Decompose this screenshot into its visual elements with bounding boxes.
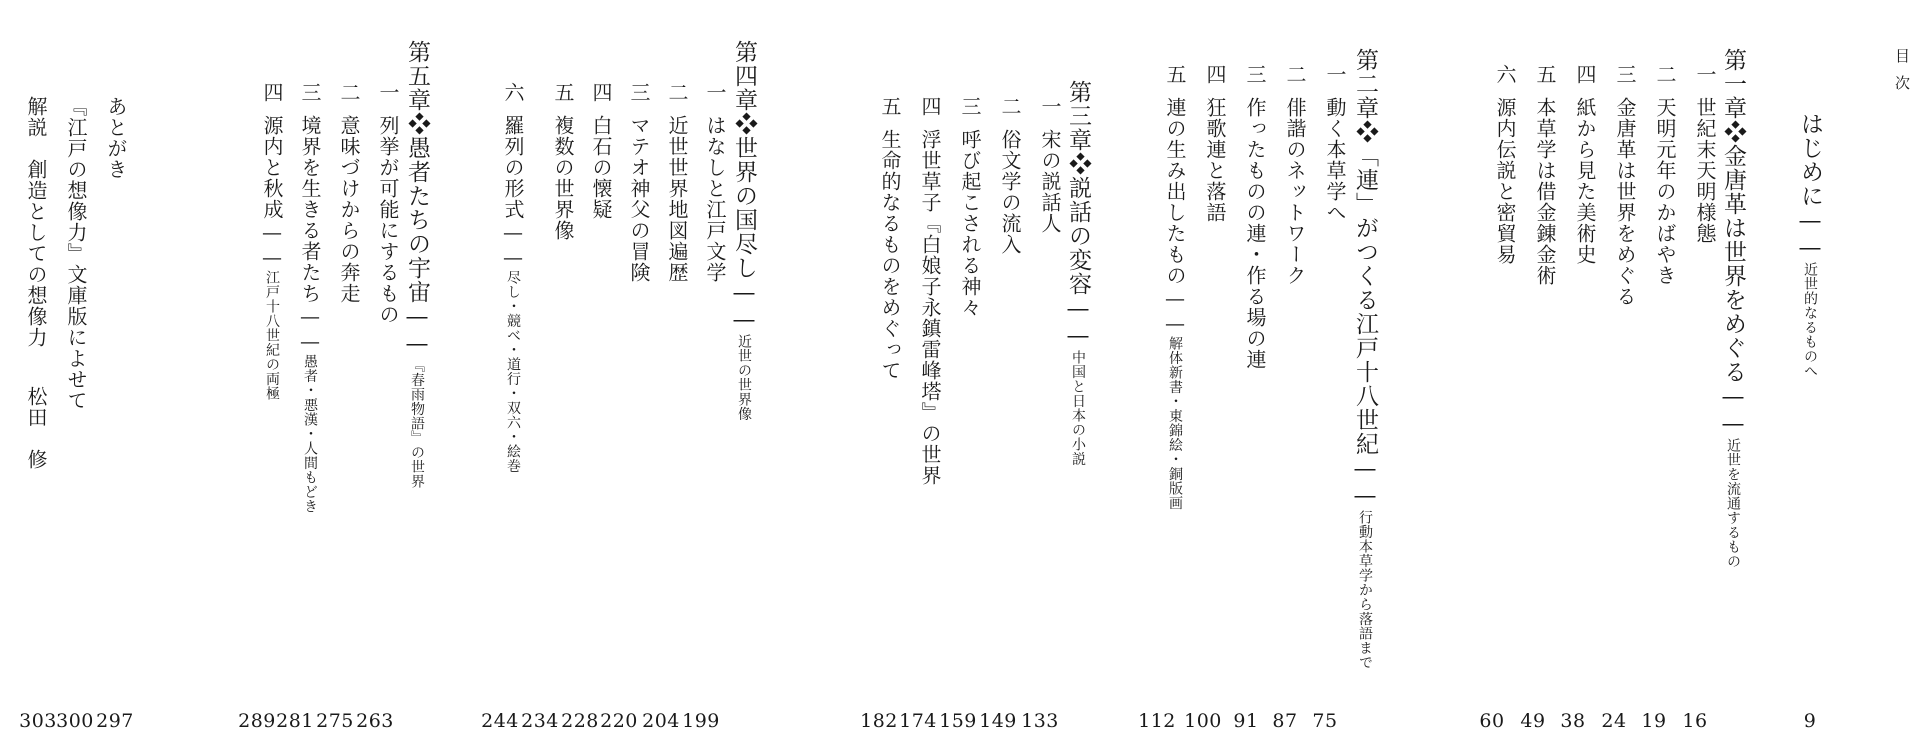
toc-entry[interactable] — [288, 82, 320, 514]
section-number: 一 — [1693, 64, 1717, 85]
em-dash: —— — [1065, 296, 1091, 350]
section-title: 俳諧のネットワーク — [1283, 97, 1307, 286]
toc-entry[interactable] — [1193, 64, 1225, 223]
toc-entry[interactable] — [1273, 64, 1305, 286]
page-number: 49 — [1520, 710, 1546, 732]
section-number: 二 — [337, 82, 361, 103]
section-number: 五 — [878, 96, 902, 117]
em-dash: —— — [1163, 286, 1187, 336]
page-number: 149 — [979, 710, 1017, 732]
chapter-title: 第一章❖金唐革は世界をめぐる — [1720, 48, 1746, 384]
section-title: 動く本草学へ — [1323, 97, 1347, 223]
section-title: 意味づけからの奔走 — [337, 115, 361, 304]
page-number: 263 — [356, 710, 394, 732]
section-number: 四 — [1203, 64, 1227, 85]
page-number: 75 — [1312, 710, 1338, 732]
page-number: 60 — [1479, 710, 1505, 732]
intro-subtitle: 近世的なるものへ — [1802, 262, 1818, 378]
section-title: 列挙が可能にするもの — [376, 115, 400, 325]
page-number: 100 — [1184, 710, 1222, 732]
section-number: 二 — [1653, 64, 1677, 85]
toc-entry-afterword[interactable] — [106, 96, 126, 180]
section-author: 松田 修 — [24, 386, 48, 470]
page-number: 300 — [56, 710, 94, 732]
section-number: 六 — [501, 82, 525, 103]
section-title: 解説 創造としての想像力 — [24, 96, 48, 348]
intro-title: はじめに — [1797, 112, 1823, 208]
page-number: 244 — [481, 710, 519, 732]
section-subtitle: 愚者・悪漢・人間もどき — [302, 354, 318, 514]
em-dash: —— — [731, 280, 757, 334]
em-dash: —— — [1352, 456, 1378, 510]
chapter-title: 第三章❖説話の変容 — [1065, 80, 1091, 296]
section-title: 生命的なるものをめぐって — [878, 129, 902, 381]
toc-entry-intro[interactable] — [1798, 112, 1821, 378]
page-number: 16 — [1682, 710, 1708, 732]
section-title: 本草学は借金錬金術 — [1533, 97, 1557, 286]
toc-entry[interactable] — [327, 82, 359, 304]
section-title: 金唐革は世界をめぐる — [1613, 97, 1637, 307]
page-number: 112 — [1138, 710, 1176, 732]
section-number: 四 — [918, 96, 942, 117]
section-number: 二 — [1283, 64, 1307, 85]
section-number: 一 — [1038, 96, 1062, 117]
toc-entry-commentary[interactable] — [26, 96, 46, 470]
toc-entry[interactable] — [1313, 64, 1345, 223]
page-number: 275 — [316, 710, 354, 732]
chapter-title: 第五章❖愚者たちの宇宙 — [404, 40, 430, 304]
section-subtitle: 尽し・競べ・道行・双六・絵巻 — [505, 270, 521, 473]
em-dash: —— — [260, 220, 284, 270]
page-number: 38 — [1560, 710, 1586, 732]
em-dash: —— — [1797, 208, 1823, 262]
chapter-subtitle: 行動本草学から落語まで — [1357, 510, 1373, 670]
toc-title: 目次 — [1893, 48, 1911, 102]
section-title: 宋の説話人 — [1038, 129, 1062, 234]
page-number: 174 — [899, 710, 937, 732]
toc-entry[interactable] — [693, 82, 725, 283]
page-number: 303 — [19, 710, 57, 732]
toc-entry[interactable] — [1603, 64, 1635, 307]
toc-entry[interactable] — [908, 96, 940, 486]
chapter-heading[interactable] — [1353, 48, 1376, 670]
section-title: 呼び起こされる神々 — [958, 129, 982, 318]
page-number: 289 — [238, 710, 276, 732]
page-number: 228 — [561, 710, 599, 732]
page-number: 234 — [521, 710, 559, 732]
section-title: 紙から見た美術史 — [1573, 97, 1597, 265]
section-title: 世紀末天明様態 — [1693, 97, 1717, 244]
chapter-title: 第二章❖「連」がつくる江戸十八世紀 — [1352, 48, 1378, 456]
section-number: 四 — [589, 82, 613, 103]
toc-entry[interactable] — [366, 82, 398, 325]
section-title: 境界を生きる者たち — [298, 115, 322, 304]
section-number: 三 — [1243, 64, 1267, 85]
section-number: 三 — [1613, 64, 1637, 85]
section-title: マテオ神父の冒険 — [627, 115, 651, 283]
section-title: 作ったものの連・作る場の連 — [1243, 97, 1267, 370]
section-title: 浮世草子『白娘子永鎮雷峰塔』の世界 — [918, 129, 942, 486]
em-dash: —— — [1720, 384, 1746, 438]
page-number: 281 — [276, 710, 314, 732]
page-number: 182 — [860, 710, 898, 732]
chapter-subtitle: 『春雨物語』の世界 — [409, 358, 425, 489]
page-number: 199 — [682, 710, 720, 732]
toc-entry[interactable] — [1028, 96, 1060, 234]
toc-entry[interactable] — [948, 96, 980, 318]
page-number: 24 — [1601, 710, 1627, 732]
chapter-title: 第四章❖世界の国尽し — [731, 40, 757, 280]
toc-entry[interactable] — [1233, 64, 1265, 370]
page-number: 91 — [1233, 710, 1259, 732]
section-number: 三 — [627, 82, 651, 103]
section-title: 白石の懐疑 — [589, 115, 613, 220]
toc-entry[interactable] — [1683, 64, 1715, 244]
toc-entry[interactable] — [579, 82, 611, 220]
section-title: 狂歌連と落語 — [1203, 97, 1227, 223]
toc-entry[interactable] — [541, 82, 573, 241]
chapter-heading[interactable] — [405, 40, 428, 489]
section-number: 五 — [1163, 64, 1187, 85]
section-title: 源内と秋成 — [260, 115, 284, 220]
section-number: 一 — [1323, 64, 1347, 85]
section-title: 俗文学の流入 — [998, 129, 1022, 255]
chapter-heading[interactable] — [1721, 48, 1744, 569]
toc-entry[interactable] — [1483, 64, 1515, 265]
page-number: 204 — [642, 710, 680, 732]
toc-entry[interactable] — [1563, 64, 1595, 265]
section-number: 二 — [665, 82, 689, 103]
section-title: 源内伝説と密貿易 — [1493, 97, 1517, 265]
section-number: 五 — [1533, 64, 1557, 85]
toc-entry[interactable] — [491, 82, 523, 473]
chapter-heading[interactable] — [1066, 80, 1089, 466]
section-subtitle: 解体新書・東錦絵・銅版画 — [1167, 336, 1183, 510]
toc-entry[interactable] — [868, 96, 900, 381]
chapter-subtitle: 近世の世界像 — [736, 334, 752, 421]
section-title: はなしと江戸文学 — [703, 115, 727, 283]
section-number: 四 — [260, 82, 284, 103]
em-dash: —— — [501, 220, 525, 270]
section-title: 『江戸の想像力』文庫版によせて — [64, 96, 88, 411]
page-number: 19 — [1641, 710, 1667, 732]
section-title: 複数の世界像 — [551, 115, 575, 241]
toc-entry[interactable] — [655, 82, 687, 283]
section-title: 連の生み出したもの — [1163, 97, 1187, 286]
toc-entry-bunko-note[interactable] — [66, 96, 86, 411]
em-dash: —— — [298, 304, 322, 354]
toc-entry[interactable] — [1643, 64, 1675, 286]
section-number: 三 — [298, 82, 322, 103]
section-number: 三 — [958, 96, 982, 117]
page-number: 87 — [1272, 710, 1298, 732]
section-title: 羅列の形式 — [501, 115, 525, 220]
page-number: 133 — [1021, 710, 1059, 732]
chapter-heading[interactable] — [732, 40, 755, 421]
toc-entry[interactable] — [1523, 64, 1555, 286]
page-number: 159 — [939, 710, 977, 732]
toc-entry[interactable] — [1153, 64, 1185, 510]
section-title: 近世世界地図遍歴 — [665, 115, 689, 283]
page-number: 220 — [600, 710, 638, 732]
toc-entry[interactable] — [988, 96, 1020, 255]
section-number: 四 — [1573, 64, 1597, 85]
section-subtitle: 江戸十八世紀の両極 — [264, 270, 280, 401]
section-title: 天明元年のかばやき — [1653, 97, 1677, 286]
toc-entry[interactable] — [617, 82, 649, 283]
em-dash: —— — [404, 304, 430, 358]
toc-entry[interactable] — [250, 82, 282, 401]
section-number: 一 — [376, 82, 400, 103]
section-title: あとがき — [104, 96, 128, 180]
page-number: 9 — [1803, 710, 1817, 732]
section-number: 六 — [1493, 64, 1517, 85]
chapter-subtitle: 近世を流通するもの — [1725, 438, 1741, 569]
section-number: 一 — [703, 82, 727, 103]
section-number: 五 — [551, 82, 575, 103]
chapter-subtitle: 中国と日本の小説 — [1070, 350, 1086, 466]
section-number: 二 — [998, 96, 1022, 117]
page-number: 297 — [96, 710, 134, 732]
